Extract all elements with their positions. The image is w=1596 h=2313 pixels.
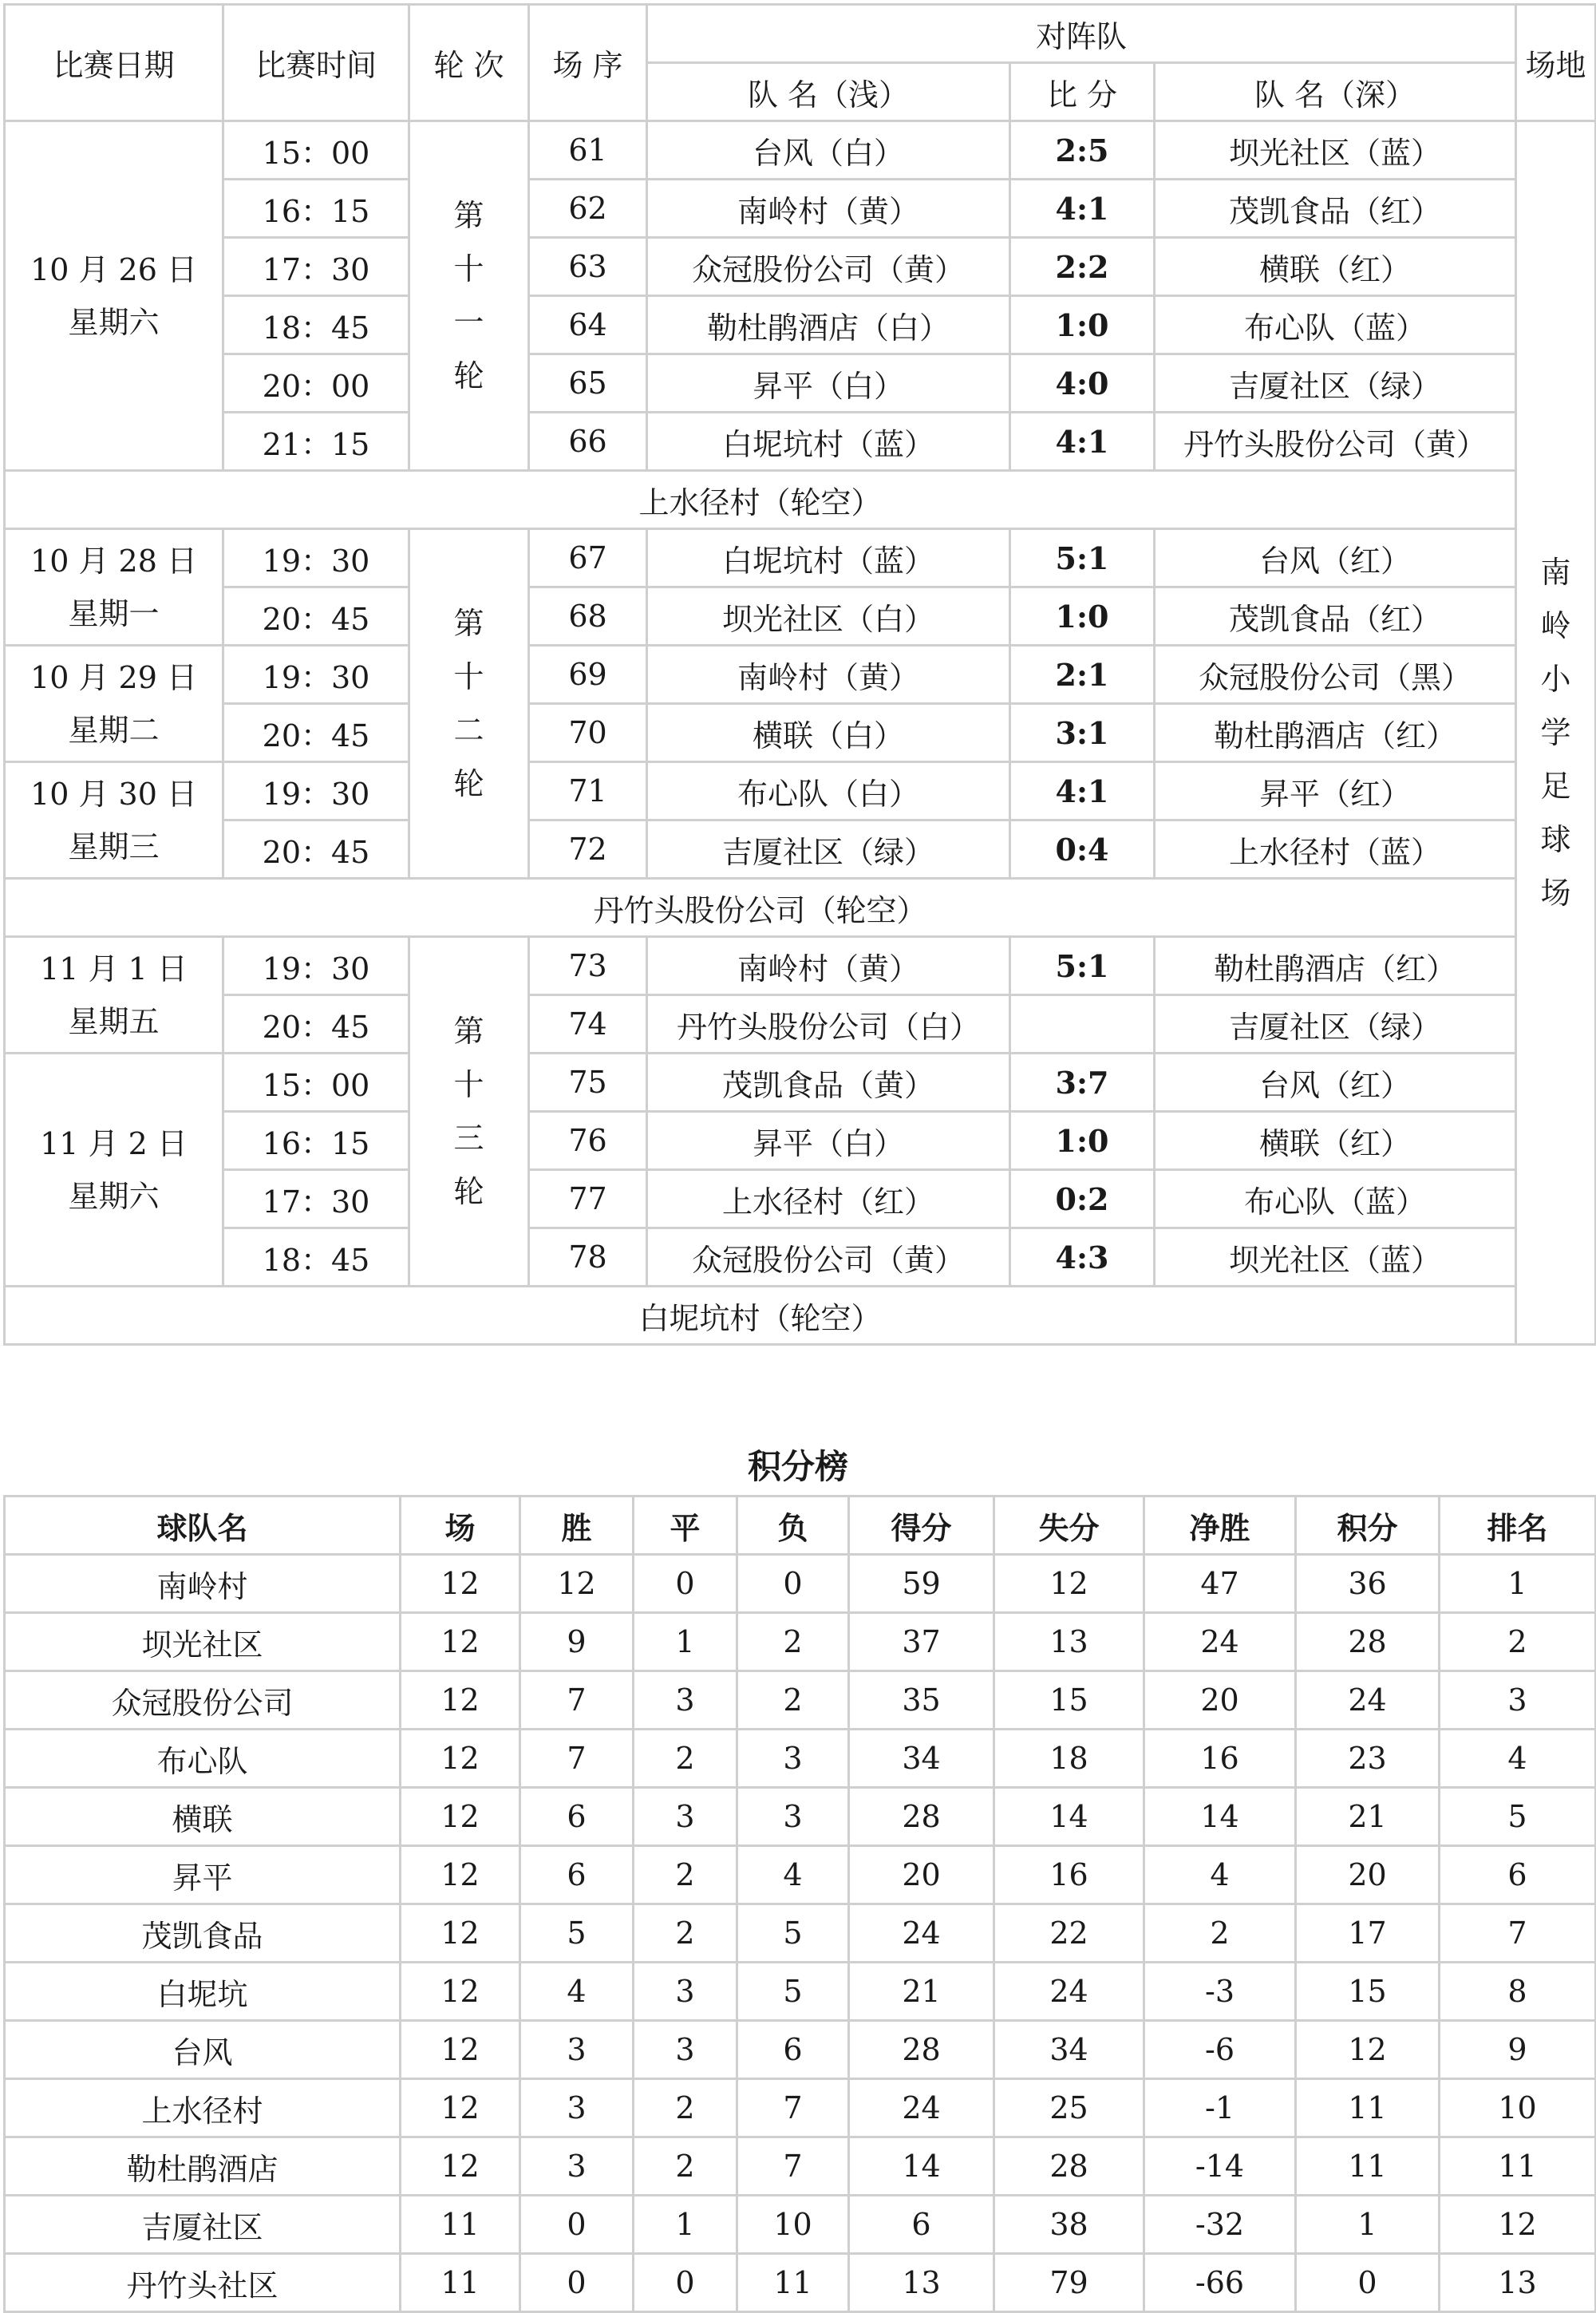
stat-cell: 12 [1296,2021,1440,2079]
team-dark: 横联（红） [1155,1112,1516,1170]
stat-cell: 2 [1144,1904,1296,1963]
team-light: 昇平（白） [647,354,1010,413]
team-light: 坝光社区（白） [647,587,1010,646]
stat-cell: 5 [737,1904,849,1963]
stat-cell: 3 [737,1730,849,1788]
stat-cell: 13 [1440,2254,1596,2312]
stat-cell: 10 [1440,2079,1596,2137]
match-date: 10 月 28 日 星期一 [5,529,223,646]
stat-cell: 24 [1144,1613,1296,1671]
stat-cell: 12 [401,1963,520,2021]
stat-cell: 3 [737,1788,849,1846]
stat-cell: 2 [634,2079,737,2137]
team-dark: 台风（红） [1155,529,1516,587]
match-score: 2:5 [1010,121,1155,180]
team-name: 布心队 [5,1730,401,1788]
team-name: 坝光社区 [5,1613,401,1671]
stat-cell: 21 [1296,1788,1440,1846]
table-row [5,2254,1596,2312]
stat-cell: 5 [520,1904,634,1963]
standings-title: 积分榜 [747,1447,848,1486]
stat-cell: 79 [994,2254,1144,2312]
team-dark: 茂凯食品（红） [1155,587,1516,646]
match-no: 75 [529,1054,647,1112]
stat-cell: 34 [849,1730,994,1788]
match-time: 19：30 [223,937,409,995]
stat-cell: 20 [849,1846,994,1904]
stat-cell: 28 [1296,1613,1440,1671]
match-time: 20：45 [223,820,409,879]
team-dark: 坝光社区（蓝） [1155,1228,1516,1287]
team-name: 昇平 [5,1846,401,1904]
team-name: 横联 [5,1788,401,1846]
stat-cell: -6 [1144,2021,1296,2079]
stat-cell: 15 [994,1671,1144,1730]
stat-cell: 21 [849,1963,994,2021]
team-light: 勒杜鹃酒店（白） [647,296,1010,354]
match-score: 4:1 [1010,413,1155,471]
stat-cell: 24 [849,1904,994,1963]
match-no: 73 [529,937,647,995]
match-time: 19：30 [223,529,409,587]
stat-cell: 12 [401,1613,520,1671]
stat-cell: 17 [1296,1904,1440,1963]
stat-cell: 5 [1440,1788,1596,1846]
stat-cell: -1 [1144,2079,1296,2137]
round-label-13: 第 十 三 轮 [409,937,529,1287]
stat-cell: 59 [849,1555,994,1613]
match-score: 4:1 [1010,180,1155,238]
stat-cell: 14 [994,1788,1144,1846]
match-time: 20：00 [223,354,409,413]
stat-cell: 12 [520,1555,634,1613]
stat-cell: 6 [737,2021,849,2079]
stat-cell: 1 [1296,2196,1440,2254]
table-row [5,2137,1596,2196]
standings-header-cell: 场 [401,1497,520,1555]
stat-cell: 28 [849,1788,994,1846]
match-time: 16：15 [223,180,409,238]
stat-cell: 12 [401,1730,520,1788]
stat-cell: -32 [1144,2196,1296,2254]
match-date: 11 月 1 日 星期五 [5,937,223,1054]
stat-cell: 12 [1440,2196,1596,2254]
stat-cell: 15 [1296,1963,1440,2021]
stat-cell: 1 [634,2196,737,2254]
team-light: 南岭村（黄） [647,180,1010,238]
stat-cell: 3 [634,2021,737,2079]
stat-cell: 36 [1296,1555,1440,1613]
match-date: 10 月 30 日 星期三 [5,762,223,879]
stat-cell: 12 [401,2137,520,2196]
stat-cell: 12 [401,1788,520,1846]
team-name: 台风 [5,2021,401,2079]
match-no: 78 [529,1228,647,1287]
stat-cell: 0 [520,2254,634,2312]
match-date [5,121,223,471]
match-time: 17：30 [223,1170,409,1228]
team-light: 众冠股份公司（黄） [647,238,1010,296]
team-light: 白坭坑村（蓝） [647,529,1010,587]
standings-header-cell: 胜 [520,1497,634,1555]
table-row [5,1846,1596,1904]
match-no: 61 [529,121,647,180]
team-dark: 吉厦社区（绿） [1155,995,1516,1054]
stat-cell: 22 [994,1904,1144,1963]
stat-cell: 11 [1296,2137,1440,2196]
stat-cell: 0 [1296,2254,1440,2312]
team-light: 白坭坑村（蓝） [647,413,1010,471]
match-time: 20：45 [223,587,409,646]
team-dark: 台风（红） [1155,1054,1516,1112]
match-time: 16：15 [223,1112,409,1170]
stat-cell: 2 [1440,1613,1596,1671]
bye-row: 丹竹头股份公司（轮空） [5,879,1516,937]
standings-header-cell: 负 [737,1497,849,1555]
stat-cell: 2 [737,1671,849,1730]
stat-cell: 4 [1440,1730,1596,1788]
match-no: 68 [529,587,647,646]
stat-cell: 12 [401,2079,520,2137]
team-light: 众冠股份公司（黄） [647,1228,1010,1287]
match-score: 4:3 [1010,1228,1155,1287]
round-label-12: 第 十 二 轮 [409,529,529,879]
stat-cell: 3 [634,1963,737,2021]
stat-cell: -66 [1144,2254,1296,2312]
date-day: 10 月 26 日 [30,251,197,287]
match-score: 0:4 [1010,820,1155,879]
match-time: 19：30 [223,646,409,704]
stat-cell: 3 [1440,1671,1596,1730]
match-score: 4:0 [1010,354,1155,413]
team-name: 吉厦社区 [5,2196,401,2254]
team-name: 南岭村 [5,1555,401,1613]
match-no: 77 [529,1170,647,1228]
header-round: 轮 次 [409,5,529,121]
table-row [5,2196,1596,2254]
match-no: 62 [529,180,647,238]
stat-cell: 20 [1296,1846,1440,1904]
table-row [5,1788,1596,1846]
bye-row: 上水径村（轮空） [5,471,1516,529]
stat-cell: 3 [520,2021,634,2079]
stat-cell: 11 [401,2254,520,2312]
stat-cell: 2 [737,1613,849,1671]
team-dark: 坝光社区（蓝） [1155,121,1516,180]
table-row [5,1730,1596,1788]
stat-cell: 24 [994,1963,1144,2021]
stat-cell: 2 [634,1904,737,1963]
match-no: 76 [529,1112,647,1170]
table-row [5,1904,1596,1963]
stat-cell: 28 [849,2021,994,2079]
stat-cell: 0 [634,2254,737,2312]
date-weekday: 星期六 [68,304,160,340]
team-light: 南岭村（黄） [647,646,1010,704]
match-no: 72 [529,820,647,879]
stat-cell: 12 [994,1555,1144,1613]
team-dark: 布心队（蓝） [1155,296,1516,354]
team-name: 众冠股份公司 [5,1671,401,1730]
team-dark: 茂凯食品（红） [1155,180,1516,238]
match-score: 5:1 [1010,529,1155,587]
standings-table [3,1495,1596,2313]
header-team-light: 队 名（浅） [647,63,1010,121]
match-score: 1:0 [1010,587,1155,646]
match-score: 4:1 [1010,762,1155,820]
stat-cell: 7 [1440,1904,1596,1963]
stat-cell: 18 [994,1730,1144,1788]
stat-cell: 12 [401,1904,520,1963]
match-score: 2:2 [1010,238,1155,296]
standings-header-cell: 排名 [1440,1497,1596,1555]
stat-cell: 14 [1144,1788,1296,1846]
stat-cell: 4 [737,1846,849,1904]
match-no: 65 [529,354,647,413]
team-dark: 横联（红） [1155,238,1516,296]
team-light: 昇平（白） [647,1112,1010,1170]
stat-cell: 8 [1440,1963,1596,2021]
stat-cell: 11 [1296,2079,1440,2137]
stat-cell: 12 [401,1671,520,1730]
stat-cell: 4 [520,1963,634,2021]
table-row [5,1963,1596,2021]
table-row [5,2021,1596,2079]
team-dark: 勒杜鹃酒店（红） [1155,937,1516,995]
stat-cell: 2 [634,1846,737,1904]
stat-cell: 25 [994,2079,1144,2137]
stat-cell: 12 [401,2021,520,2079]
stat-cell: 7 [520,1671,634,1730]
match-time: 15：00 [223,1054,409,1112]
stat-cell: 3 [634,1788,737,1846]
match-no: 63 [529,238,647,296]
stat-cell: 0 [634,1555,737,1613]
match-score: 0:2 [1010,1170,1155,1228]
match-date: 10 月 29 日 星期二 [5,646,223,762]
stat-cell: 23 [1296,1730,1440,1788]
stat-cell: -14 [1144,2137,1296,2196]
header-score: 比 分 [1010,63,1155,121]
match-no: 67 [529,529,647,587]
match-score: 3:1 [1010,704,1155,762]
stat-cell: 6 [520,1846,634,1904]
header-time: 比赛时间 [223,5,409,121]
stat-cell: 0 [737,1555,849,1613]
match-time: 18：45 [223,1228,409,1287]
team-dark: 众冠股份公司（黑） [1155,646,1516,704]
standings-header-cell: 失分 [994,1497,1144,1555]
venue: 南 岭 小 学 足 球 场 [1516,121,1596,1345]
stat-cell: 3 [520,2137,634,2196]
stat-cell: 6 [849,2196,994,2254]
team-name: 上水径村 [5,2079,401,2137]
team-name: 勒杜鹃酒店 [5,2137,401,2196]
header-match-no: 场 序 [529,5,647,121]
stat-cell: 9 [520,1613,634,1671]
match-time: 15：00 [223,121,409,180]
standings-header-cell: 净胜 [1144,1497,1296,1555]
match-score: 2:1 [1010,646,1155,704]
stat-cell: 0 [520,2196,634,2254]
stat-cell: 34 [994,2021,1144,2079]
stat-cell: 11 [737,2254,849,2312]
match-score: 3:7 [1010,1054,1155,1112]
stat-cell: 13 [994,1613,1144,1671]
stat-cell: 10 [737,2196,849,2254]
schedule-table [3,3,1596,1346]
match-no: 74 [529,995,647,1054]
stat-cell: 4 [1144,1846,1296,1904]
bye-row: 白坭坑村（轮空） [5,1287,1516,1345]
stat-cell: 1 [634,1613,737,1671]
stat-cell: 38 [994,2196,1144,2254]
stat-cell: 6 [520,1788,634,1846]
match-time: 17：30 [223,238,409,296]
team-dark: 上水径村（蓝） [1155,820,1516,879]
header-matchup: 对阵队 [647,5,1516,63]
team-dark: 丹竹头股份公司（黄） [1155,413,1516,471]
stat-cell: 11 [401,2196,520,2254]
team-dark: 布心队（蓝） [1155,1170,1516,1228]
stat-cell: 3 [634,1671,737,1730]
stat-cell: 2 [634,2137,737,2196]
standings-header-cell: 球队名 [5,1497,401,1555]
match-no: 66 [529,413,647,471]
team-light: 横联（白） [647,704,1010,762]
match-no: 64 [529,296,647,354]
table-row [5,1555,1596,1613]
match-time: 18：45 [223,296,409,354]
stat-cell: 12 [401,1846,520,1904]
stat-cell: 24 [849,2079,994,2137]
team-light: 上水径村（红） [647,1170,1010,1228]
header-team-dark: 队 名（深） [1155,63,1516,121]
stat-cell: 11 [1440,2137,1596,2196]
header-venue: 场地 [1516,5,1596,121]
stat-cell: 5 [737,1963,849,2021]
stat-cell: 2 [634,1730,737,1788]
match-date: 11 月 2 日 星期六 [5,1054,223,1287]
stat-cell: 9 [1440,2021,1596,2079]
stat-cell: 6 [1440,1846,1596,1904]
stat-cell: 35 [849,1671,994,1730]
team-light: 吉厦社区（绿） [647,820,1010,879]
team-light: 茂凯食品（黄） [647,1054,1010,1112]
standings-header-cell: 积分 [1296,1497,1440,1555]
team-name: 丹竹头社区 [5,2254,401,2312]
standings-header-row [5,1497,1596,1555]
header-date: 比赛日期 [5,5,223,121]
stat-cell: 13 [849,2254,994,2312]
team-dark: 勒杜鹃酒店（红） [1155,704,1516,762]
stat-cell: 12 [401,1555,520,1613]
round-label-11: 第 十 一 轮 [409,121,529,471]
stat-cell: 24 [1296,1671,1440,1730]
stat-cell: 16 [994,1846,1144,1904]
stat-cell: 7 [737,2137,849,2196]
match-score [1010,995,1155,1054]
match-score: 5:1 [1010,937,1155,995]
standings-header-cell: 得分 [849,1497,994,1555]
match-time: 21：15 [223,413,409,471]
stat-cell: 20 [1144,1671,1296,1730]
team-light: 台风（白） [647,121,1010,180]
match-no: 71 [529,762,647,820]
stat-cell: 7 [520,1730,634,1788]
team-dark: 吉厦社区（绿） [1155,354,1516,413]
team-light: 南岭村（黄） [647,937,1010,995]
stat-cell: 3 [520,2079,634,2137]
table-row [5,1613,1596,1671]
match-score: 1:0 [1010,296,1155,354]
standings-header-cell: 平 [634,1497,737,1555]
team-name: 茂凯食品 [5,1904,401,1963]
team-light: 丹竹头股份公司（白） [647,995,1010,1054]
team-name: 白坭坑 [5,1963,401,2021]
match-no: 70 [529,704,647,762]
table-row [5,1671,1596,1730]
team-light: 布心队（白） [647,762,1010,820]
stat-cell: 1 [1440,1555,1596,1613]
stat-cell: 14 [849,2137,994,2196]
match-time: 20：45 [223,704,409,762]
match-time: 19：30 [223,762,409,820]
match-time: 20：45 [223,995,409,1054]
stat-cell: 28 [994,2137,1144,2196]
stat-cell: 47 [1144,1555,1296,1613]
match-no: 69 [529,646,647,704]
stat-cell: -3 [1144,1963,1296,2021]
match-score: 1:0 [1010,1112,1155,1170]
team-dark: 昇平（红） [1155,762,1516,820]
stat-cell: 7 [737,2079,849,2137]
stat-cell: 16 [1144,1730,1296,1788]
stat-cell: 37 [849,1613,994,1671]
table-row [5,2079,1596,2137]
